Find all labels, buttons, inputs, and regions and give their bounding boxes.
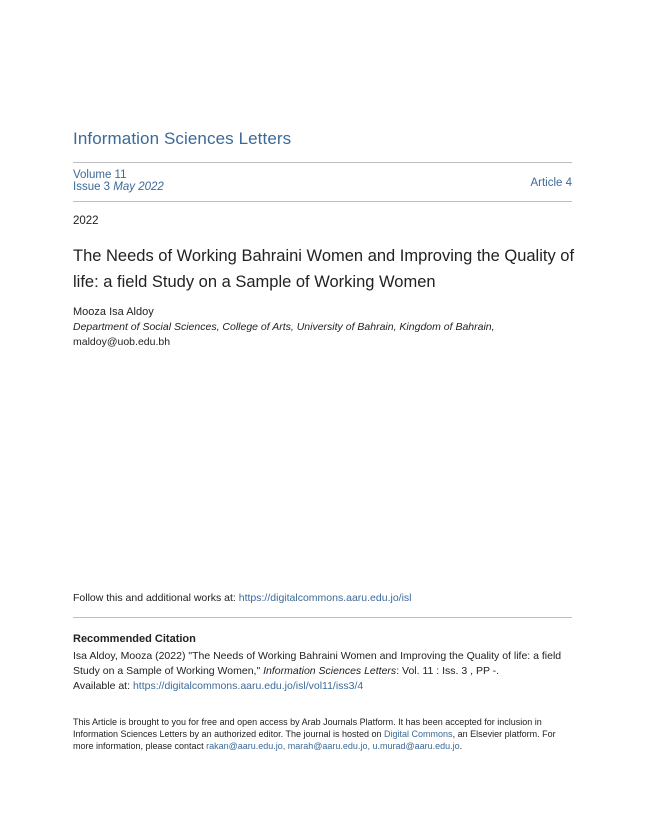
citation-journal: Information Sciences Letters: [263, 665, 397, 677]
divider: [73, 617, 572, 618]
journal-title[interactable]: Information Sciences Letters: [73, 129, 292, 148]
contact-emails-link[interactable]: rakan@aaru.edu.jo, marah@aaru.edu.jo, u.murad@aaru.edu.jo: [206, 740, 460, 751]
follow-line: [73, 592, 412, 604]
available-label: Available at:: [73, 680, 133, 692]
article-url-link[interactable]: https://digitalcommons.aaru.edu.jo/isl/vol11/iss3/4: [132, 680, 364, 692]
article-number-link[interactable]: Article 4: [530, 177, 572, 189]
volume-link[interactable]: Volume 11: [73, 169, 127, 181]
follow-text: Follow this and additional works at:: [73, 592, 239, 604]
divider: [73, 201, 572, 202]
author-email: maldoy@uob.edu.bh: [73, 336, 171, 348]
citation-volume: : Vol. 11 : Iss. 3 , PP -.: [396, 665, 500, 677]
issue-date: May 2022: [113, 180, 164, 193]
digital-commons-link[interactable]: Digital Commons: [384, 728, 453, 739]
volume-issue-block: [73, 170, 164, 193]
recommended-citation-text: [73, 649, 578, 694]
author-name: Mooza Isa Aldoy: [73, 306, 154, 318]
access-notice: [73, 717, 573, 752]
notice-text: , an Elsevier platform. For more information, please contact: [73, 728, 556, 751]
author-affiliation: Department of Social Sciences, College of Arts, University of Bahrain, Kingdom of Bahrain,: [73, 321, 495, 333]
publication-year: 2022: [73, 215, 99, 227]
issue-label: Issue 3: [73, 180, 111, 193]
citation-text: Isa Aldoy, Mooza (2022) "The Needs of Working Bahraini Women and Improving the Quality of life: a field Study on a Sample of Working Women,": [73, 650, 562, 677]
recommended-citation-heading: Recommended Citation: [73, 633, 196, 645]
article-title: The Needs of Working Bahraini Women and Improving the Quality of life: a field Study on a Sample of Working Women: [73, 247, 575, 291]
repository-link[interactable]: https://digitalcommons.aaru.edu.jo/isl: [238, 592, 412, 604]
divider: [73, 162, 572, 163]
issue-line[interactable]: [73, 182, 164, 194]
notice-text: .: [459, 740, 463, 751]
notice-text: This Article is brought to you for free and open access by Arab Journals Platform. It has been accepted for inclusion in Information Sciences Letters by an authorized editor. The journal is hosted on: [73, 717, 542, 739]
